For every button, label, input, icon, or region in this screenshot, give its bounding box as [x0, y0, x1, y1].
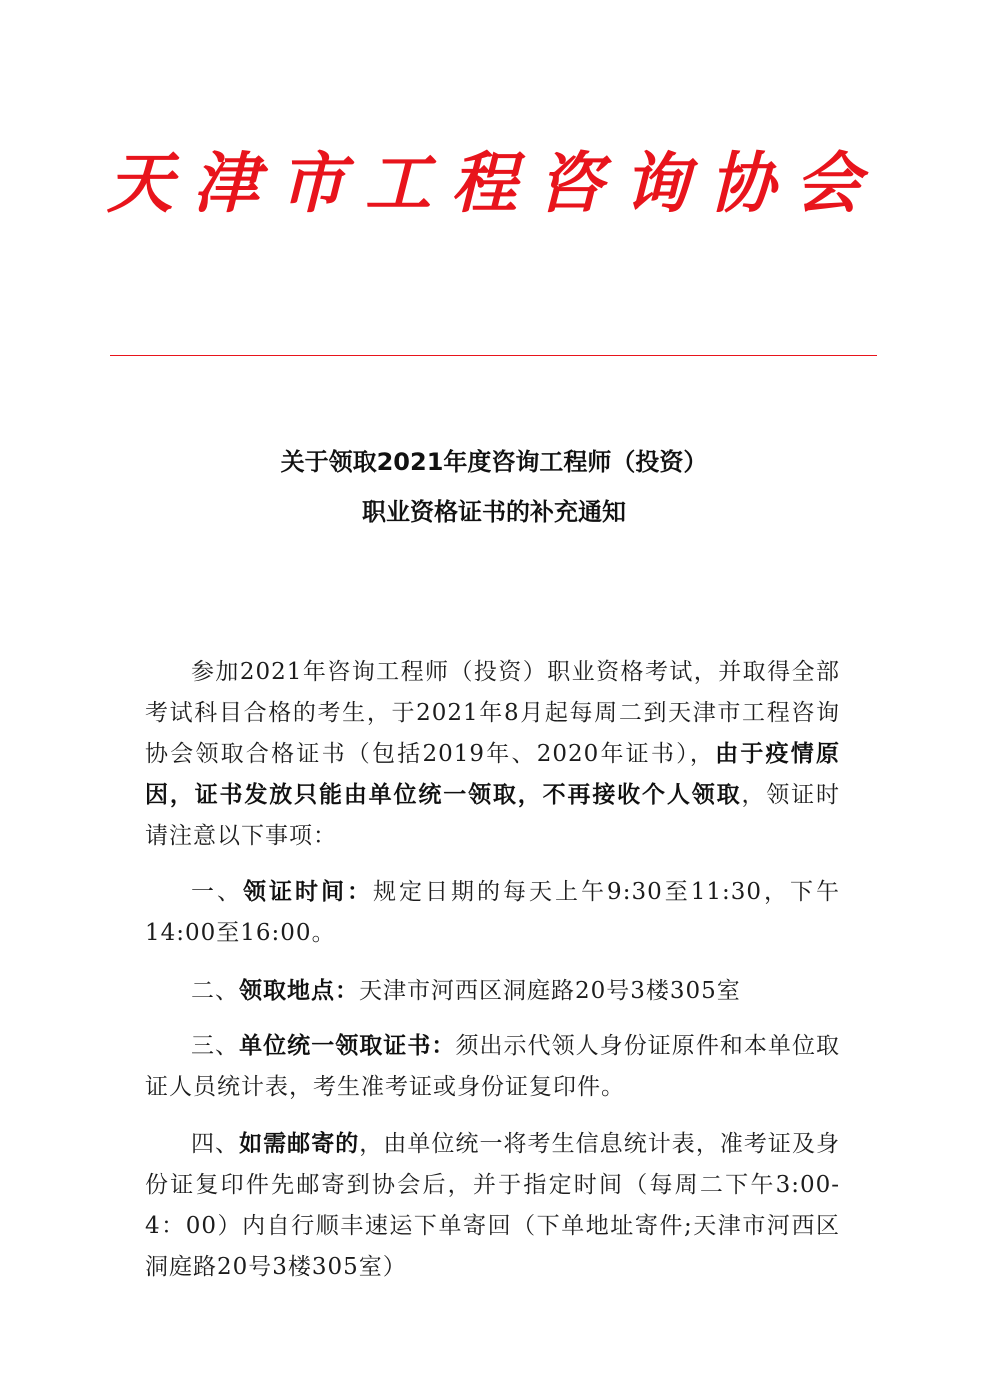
intro-tail: ，领证时请注意以下事项： [145, 782, 841, 849]
item-heading: 如需邮寄的 [239, 1131, 360, 1157]
item-heading: 领证时间： [243, 879, 374, 905]
item-prefix: 三、 [191, 1033, 240, 1059]
item-prefix: 一、 [191, 879, 244, 905]
item-pickup-location [145, 971, 840, 1012]
notice-title-line-1: 关于领取2021年度咨询工程师（投资） [280, 448, 708, 476]
item-heading: 领取地点： [239, 978, 359, 1004]
item-prefix: 四、 [191, 1131, 240, 1157]
notice-title-line-2: 职业资格证书的补充通知 [362, 498, 626, 526]
intro-bold-notice: 由于疫情原因，证书发放只能由单位统一领取，不再接收个人领取 [145, 741, 840, 808]
item-heading: 单位统一领取证书： [239, 1033, 456, 1059]
item-text: 规定日期的每天上午9:30至11:30，下午14:00至16:00。 [145, 879, 841, 946]
item-unit-collection [145, 1026, 840, 1108]
intro-paragraph [145, 652, 840, 857]
item-text: 天津市河西区洞庭路20号3楼305室 [359, 978, 741, 1004]
item-mail-delivery [145, 1124, 840, 1288]
intro-text: 参加2021年咨询工程师（投资）职业资格考试，并取得全部考试科目合格的考生，于2021年8月起每周二到天津市工程咨询协会领取合格证书（包括2019年、2020年证书）， [145, 659, 840, 767]
item-text: 须出示代领人身份证原件和本单位取证人员统计表，考生准考证或身份证复印件。 [145, 1033, 841, 1100]
letterhead-divider [110, 355, 877, 356]
item-pickup-time [145, 872, 840, 954]
letterhead-title: 天津市工程咨询协会 [107, 144, 881, 222]
item-prefix: 二、 [191, 978, 239, 1004]
item-text: ，由单位统一将考生信息统计表，准考证及身份证复印件先邮寄到协会后，并于指定时间（每周二下午3:00-4：00）内自行顺丰速运下单寄回（下单地址寄件;天津市河西区洞庭路20号3楼305室） [145, 1131, 841, 1280]
